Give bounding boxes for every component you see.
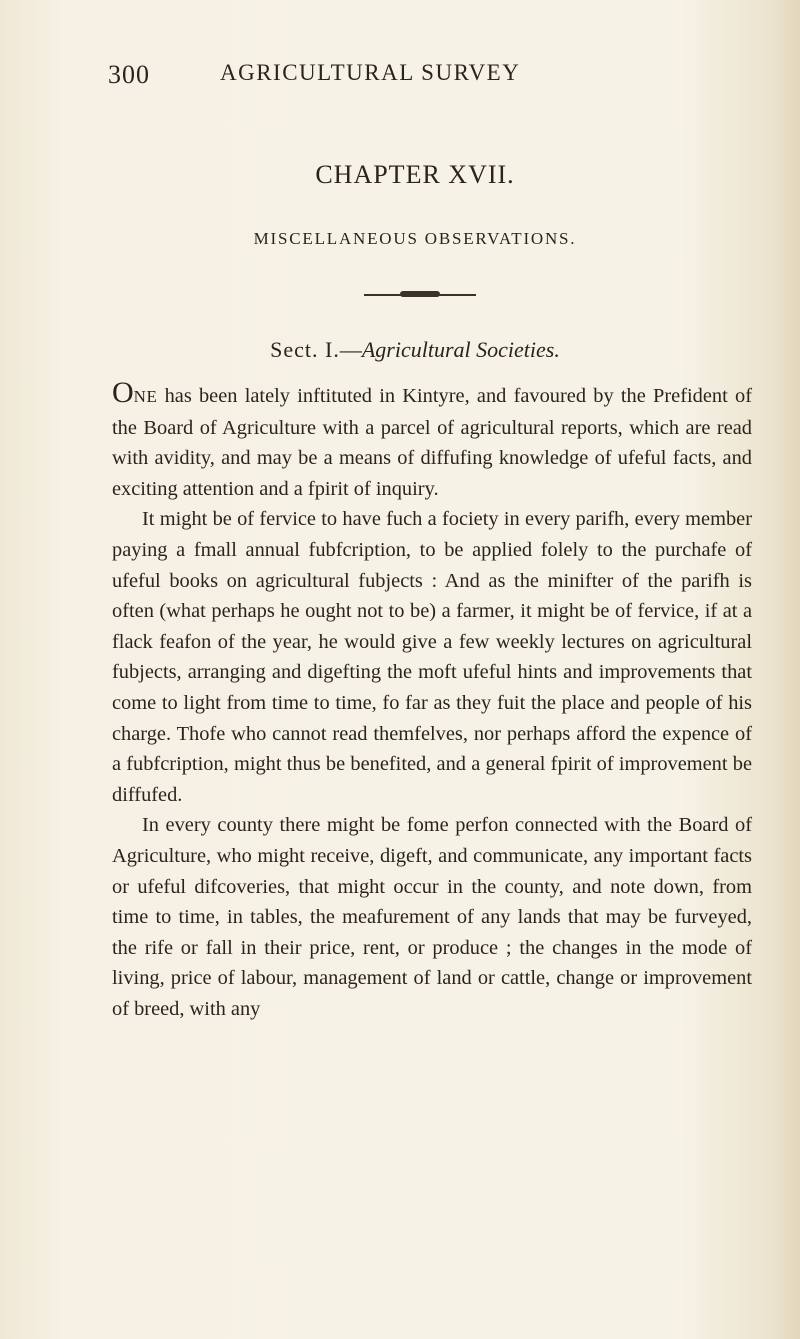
initial-smallcaps: NE (133, 387, 158, 406)
chapter-subtitle: MISCELLANEOUS OBSERVATIONS. (253, 229, 577, 248)
section-heading (0, 337, 800, 363)
chapter-title: CHAPTER XVII. (315, 160, 515, 189)
paragraph-3: In every county there might be fome perfon connected with the Board of Agriculture, who might receive, digeft, and communicate, any important facts or ufeful difcoveries, that might occur in the county, and note down, from time to time, in tables, the meafurement of any lands that may be furveyed, the rife or fall in their price, rent, or produce ; the changes in the mode of living, price of labour, management of land or cattle, change or improvement of breed, with any (112, 814, 752, 1020)
page-number: 300 (108, 60, 150, 89)
initial-letter: O (112, 376, 134, 409)
running-head-title: AGRICULTURAL SURVEY (220, 60, 521, 85)
body-text (112, 378, 752, 1024)
paragraph-1 (112, 378, 752, 504)
running-head (108, 52, 728, 92)
ornamental-divider-center (400, 291, 440, 297)
section-title: Agricultural Societies. (361, 337, 560, 362)
paragraph-2: It might be of fervice to have fuch a fociety in every parifh, every member paying a fmall annual fubfcription, to be applied folely to the purchafe of ufeful books on agricultural fubjects : And as the minifter of the parifh is often (what perhaps he ought not to be) a farmer, it might be of fervice, if at a flack feafon of the year, he would give a few weekly lectures on agricultural fubjects, arranging and digefting the moft ufeful hints and improvements that come to light from time to time, fo far as they fuit the place and people of his charge. Thofe who cannot read themfelves, nor perhaps afford the expence of a fubfcription, might thus be benefited, and a general fpirit of improvement be diffufed. (112, 508, 752, 806)
section-label: Sect. I. (270, 337, 340, 362)
section-dash: — (339, 337, 362, 362)
paragraph-1-text: has been lately inftituted in Kintyre, and favoured by the Prefident of the Board of Agriculture with a parcel of agricultural reports, which are read with avidity, and may be a means of diffufing knowledge of ufeful facts, and exciting attention and a fpirit of inquiry. (112, 385, 752, 500)
